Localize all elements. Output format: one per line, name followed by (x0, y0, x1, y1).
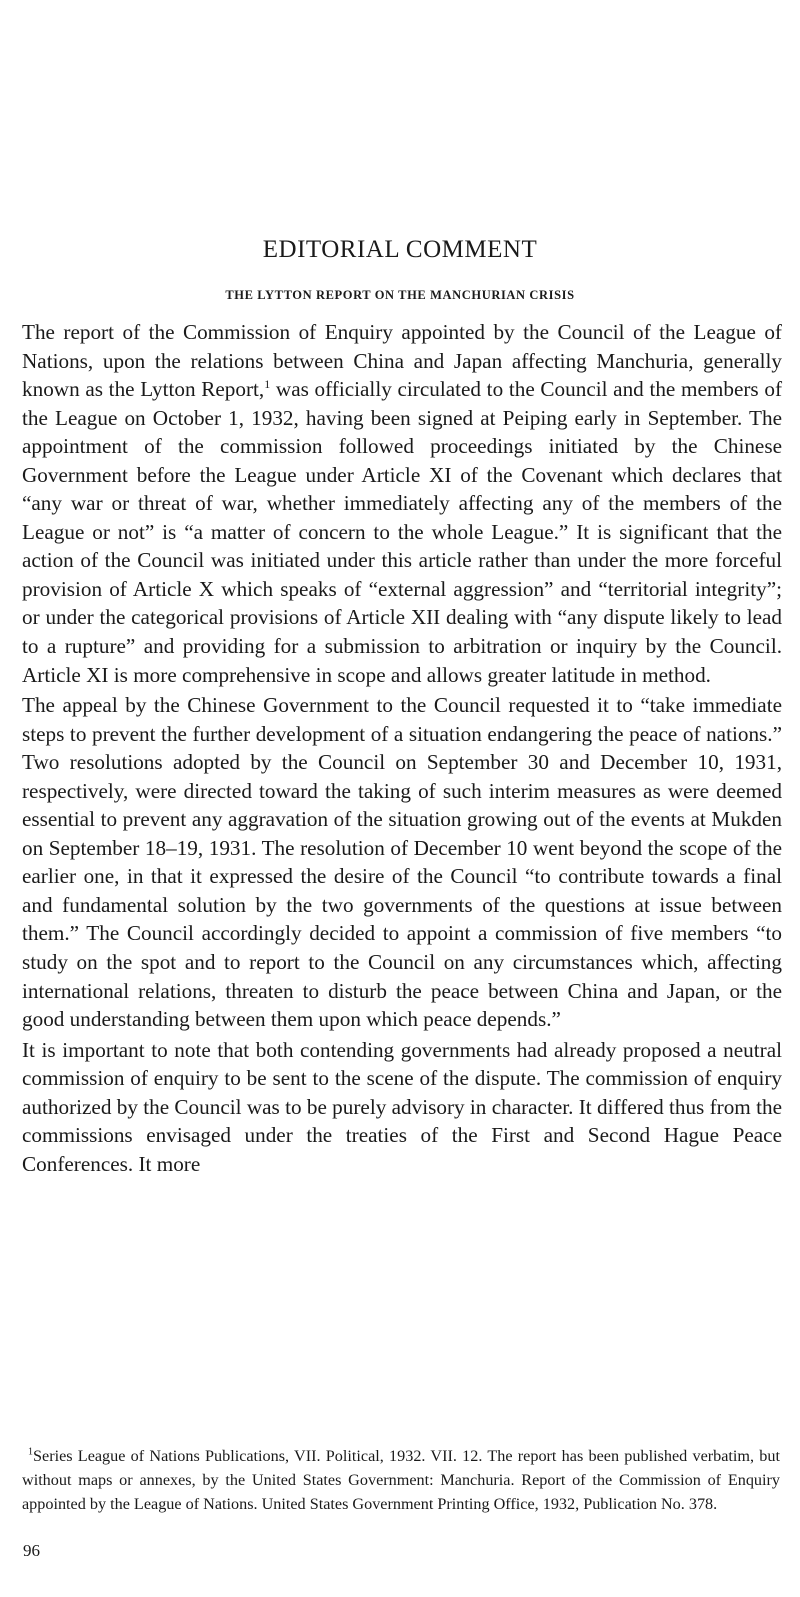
body-paragraph-1 (22, 318, 782, 689)
article-title: THE LYTTON REPORT ON THE MANCHURIAN CRISIS (225, 288, 575, 302)
paragraph-1-rest: was officially circulated to the Council and the members of the League on October 1, 1932, having been signed at Peiping early in September. The appointment of the commission followed proceedings initiated by the Chinese Government before the League under Article XI of the Covenant which declares that “any war or threat of war, whether immediately affecting any of the members of the League or not” is “a matter of concern to the whole League.” It is significant that the action of the Council was initiated under this article rather than under the more forceful provision of Article X which speaks of “external aggression” and “territorial integrity”; or under the categorical provisions of Article XII dealing with “any dispute likely to lead to a rupture” and providing for a submission to arbitration or inquiry by the Council. Article XI is more comprehensive in scope and allows greater latitude in method. (22, 377, 782, 687)
footnote-text: Series League of Nations Publications, VII. Political, 1932. VII. 12. The report has been published verbatim, but without maps or annexes, by the United States Government: Manchuria. Report of the Commission of Enquiry appointed by the League of Nations. United States Government Printing Office, 1932, Publication No. 378. (22, 1447, 780, 1513)
section-title: EDITORIAL COMMENT (262, 236, 538, 263)
article-body (22, 318, 782, 1178)
footnote-marker: 1 (28, 1446, 33, 1458)
footnote-reference: 1 (264, 377, 271, 392)
footnote-1 (22, 1444, 780, 1516)
paragraph-1-lead: The report of the Commission of Enquiry appointed by the Council of the League of Nations, upon the relations between China and Japan affecting Manchuria, generally known as the Lytton Report, (22, 320, 782, 402)
body-paragraph-3: It is important to note that both contending governments had already proposed a neutral commission of enquiry to be sent to the scene of the dispute. The commission of enquiry authorized by the Council was to be purely advisory in character. It differed thus from the commissions envisaged under the treaties of the First and Second Hague Peace Conferences. It more (22, 1037, 782, 1176)
footnotes (22, 1444, 780, 1516)
body-paragraph-2: The appeal by the Chinese Government to the Council requested it to “take immediate steps to prevent the further development of a situation endangering the peace of nations.” Two resolutions adopted by the Council on September 30 and December 10, 1931, respectively, were directed toward the taking of such interim measures as were deemed essential to prevent any aggravation of the situation growing out of the events at Mukden on September 18–19, 1931. The resolution of December 10 went beyond the scope of the earlier one, in that it expressed the desire of the Council “to contribute towards a final and fundamental solution by the two governments of the questions at issue between them.” The Council accordingly decided to appoint a commission of five members “to study on the spot and to report to the Council on any circumstances which, affecting international relations, threaten to disturb the peace between China and Japan, or the good understanding between them upon which peace depends.” (22, 693, 782, 1032)
page-number: 96 (23, 1541, 40, 1560)
